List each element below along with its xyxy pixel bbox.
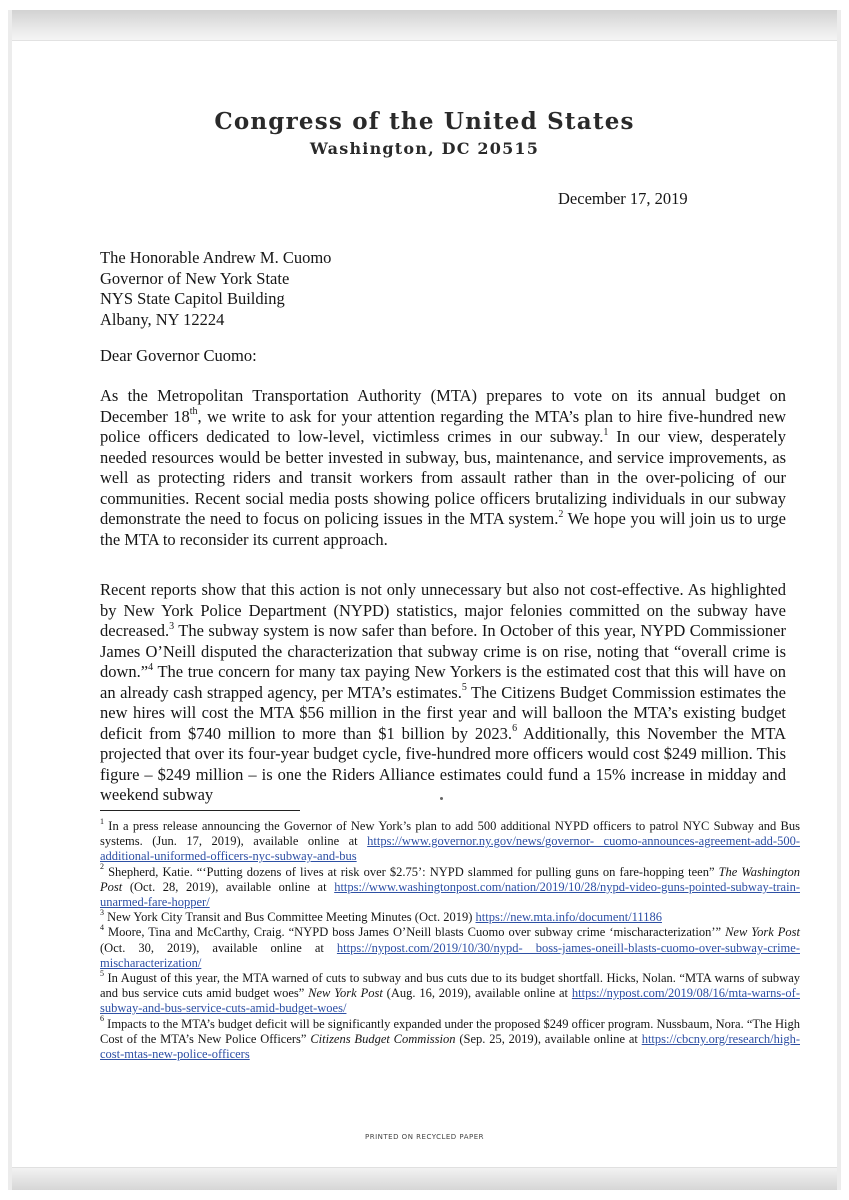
footnote-number: 1 (100, 816, 104, 826)
footnote-text: (Oct. 28, 2019), available online at (122, 879, 335, 894)
letterhead-title: Congress of the United States (214, 108, 635, 135)
salutation: Dear Governor Cuomo: (100, 346, 257, 365)
footnote-number: 3 (100, 908, 104, 918)
footnote-number: 5 (100, 968, 104, 978)
text-run: The Citizens Budget Commission estimates the new hires will cost the MTA $56 million in the first year and will balloon the MTA’s existing budget deficit from $740 million to more than $1 billion by 2023. (100, 682, 786, 743)
footnote-number: 6 (100, 1014, 104, 1024)
address-line: The Honorable Andrew M. Cuomo (100, 248, 332, 267)
footnote-text: In a press release announcing the Governor of New York’s plan to add 500 additional NYPD officers to patrol NYC Subway and Bus systems. (Jun. 17, 2019), available online at (100, 819, 800, 849)
footnote-text: In August of this year, the MTA warned of cuts to subway and bus cuts due to its budget shortfall. Hicks, Nolan. “MTA warns of subway and bus service cuts amid budget woes” (100, 971, 800, 1001)
footnote-link[interactable]: https://cbcny.org/research/high-cost-mtas-new-police-officers (100, 1031, 800, 1062)
footnote-link[interactable]: https://new.mta.info/document/11186 (475, 910, 662, 925)
footnote-text: (Sep. 25, 2019), available online at (455, 1031, 642, 1046)
footnote-link[interactable]: https://nypost.com/2019/10/30/nypd- boss-james-oneill-blasts-cuomo-over-subway-crime-mischaracterization/ (100, 940, 800, 970)
footnote-ref: 2 (558, 508, 564, 520)
text-run: In our view, desperately needed resources would be better invested in subway, bus, maintenance, and service improvements, as well as protecting riders and transit workers from assault rather than in the over-policing of our communities. Recent social media posts showing police officers brutalizing individuals in our subway demonstrate the need to focus on policing issues in the MTA system. (100, 427, 786, 528)
footnote-number: 2 (100, 862, 104, 872)
footnote-link[interactable]: https://www.governor.ny.gov/news/governor- cuomo-announces-agreement-add-500-additional-uniformed-officers-nyc-subway-and-bus (100, 834, 800, 864)
address-line: NYS State Capitol Building (100, 289, 285, 308)
publication-title: New York Post (725, 925, 800, 940)
footnote-link[interactable]: https://nypost.com/2019/08/16/mta-warns-of-subway-and-bus-service-cuts-amid-budget-woes/ (100, 986, 800, 1016)
footnote-text: Impacts to the MTA’s budget deficit will be significantly expanded under the proposed $249 officer program. Nussbaum, Nora. “The High Cost of the MTA’s New Police Officers” (100, 1016, 800, 1046)
text-run: Recent reports show that this action is not only unnecessary but also not cost-effective. As highlighted by New York Police Department (NYPD) statistics, major felonies committed on the subway have decreased. (100, 580, 786, 640)
footnote-text: Moore, Tina and McCarthy, Craig. “NYPD boss James O’Neill blasts Cuomo over subway crime ‘mischaracterization’” (104, 925, 726, 940)
footnote-3 (100, 910, 800, 925)
publication-title: The Washington Post (100, 864, 801, 894)
letter-date: December 17, 2019 (558, 189, 688, 208)
text-run: The subway system is now safer than before. In October of this year, NYPD Commissioner James O’Neill disputed the characterization that subway crime is on rise, noting that “overall crime is down.” (100, 621, 786, 681)
recipient-address (100, 248, 786, 330)
footnote-5 (100, 968, 800, 1017)
footnote-1 (100, 816, 800, 865)
paragraph-1 (100, 386, 786, 550)
scan-left-edge (8, 10, 12, 1190)
footnote-divider (100, 810, 300, 811)
footnotes (100, 816, 801, 1062)
letterhead (0, 108, 849, 158)
address-line: Governor of New York State (100, 268, 290, 288)
text-run: As the Metropolitan Transportation Authority (MTA) prepares to vote on its annual budget on December 18 (100, 386, 786, 426)
footnote-2 (100, 862, 801, 911)
footnote-ref: 1 (603, 426, 609, 438)
footnote-text: (Oct. 30, 2019), available online at (100, 940, 337, 955)
superscript-th: th (189, 406, 198, 417)
text-run: We hope you will join us to urge the MTA to reconsider its current approach. (100, 509, 786, 549)
footnote-text: (Aug. 16, 2019), available online at (382, 986, 572, 1001)
paragraph-2 (100, 580, 786, 806)
letterhead-address: Washington, DC 20515 (309, 139, 540, 158)
text-run: The true concern for many tax paying New Yorkers is the estimated cost that this will have on an already cash strapped agency, per MTA’s estimates. (100, 662, 786, 702)
text-run: , we write to ask for your attention regarding the MTA’s plan to hire five-hundred new police officers dedicated to low-level, victimless crimes in our subway. (100, 406, 786, 446)
footnote-link[interactable]: https://www.washingtonpost.com/nation/2019/10/28/nypd-video-guns-pointed-subway-train-unarmed-fare-hopper/ (100, 879, 800, 910)
footnote-ref: 4 (148, 661, 154, 673)
address-line: Albany, NY 12224 (100, 309, 225, 329)
footnote-text: New York City Transit and Bus Committee Meeting Minutes (Oct. 2019) (104, 910, 476, 925)
text-run: Additionally, this November the MTA projected that over its four-year budget cycle, five-hundred more officers would cost $249 million. This figure – $249 million – is one the Riders Alliance estimates could fund a 15% increase in midday and weekend subway (100, 723, 787, 804)
footnote-ref: 6 (512, 723, 518, 734)
footnote-number: 4 (100, 923, 104, 933)
footnote-4 (100, 925, 800, 971)
scan-speck (440, 797, 443, 800)
publication-title: Citizens Budget Commission (310, 1031, 456, 1046)
footnote-text: Shepherd, Katie. “‘Putting dozens of lives at risk over $2.75’: NYPD slammed for pulling guns on fare-hopping teen” (104, 864, 719, 879)
footnote-ref: 5 (461, 682, 467, 693)
recycled-paper-footer: PRINTED ON RECYCLED PAPER (364, 1133, 484, 1141)
scan-top-edge (12, 10, 837, 41)
publication-title: New York Post (308, 986, 383, 1001)
scan-bottom-edge (12, 1167, 837, 1190)
footnote-ref: 3 (169, 620, 175, 632)
scan-right-edge (837, 10, 841, 1190)
footnote-6 (100, 1014, 800, 1063)
